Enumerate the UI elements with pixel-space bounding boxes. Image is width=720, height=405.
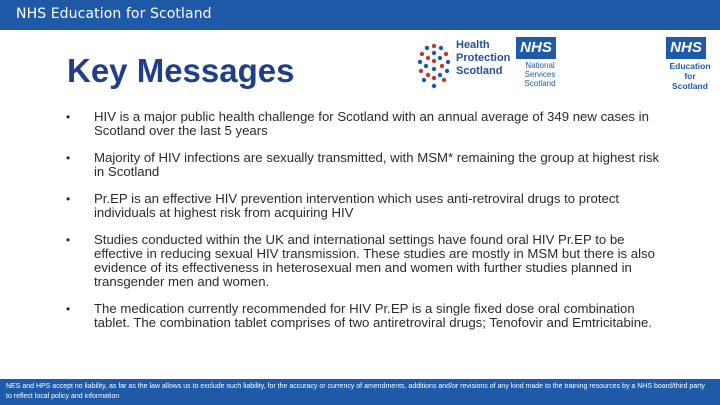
nes-subtitle: [666, 61, 714, 91]
list-item: [66, 192, 666, 220]
bullet-icon: •: [66, 151, 71, 165]
hps-line-3: Scotland: [456, 65, 503, 77]
hps-line-2: Protection: [456, 52, 511, 64]
header-bar: [0, 0, 720, 30]
disclaimer-text: NES and HPS accept no liability, as far as the law allows us to exclude such liability, for the accuracy or currency of amendments, additions and/or revisions of any kind made to the training resources by a NHS board/third party to reflect local policy and information: [6, 383, 705, 400]
key-messages-list: [66, 110, 666, 330]
hps-line-1: Health: [456, 39, 490, 51]
hps-logo-text: [456, 39, 510, 78]
nes-line-1: Education: [669, 61, 711, 71]
page-title: Key Messages: [67, 52, 295, 89]
list-item: [66, 110, 666, 138]
header-title: NHS Education for Scotland: [16, 6, 212, 22]
footer-bar: [0, 379, 720, 405]
nes-line-3: Scotland: [672, 81, 708, 91]
nss-line-1: National: [525, 61, 555, 70]
nss-subtitle: [516, 61, 564, 88]
list-item: [66, 302, 666, 330]
nss-line-2: Services: [524, 70, 556, 79]
bullet-text: HIV is a major public health challenge for Scotland with an annual average of 349 new cases in Scotland over the last 5 years: [94, 109, 649, 138]
bullet-text: Studies conducted within the UK and international settings have found oral HIV Pr.EP to be effective in reducing sexual HIV transmission. These studies are mostly in MSM but there is also evidence of its effectiveness in heterosexual men and women with further studies planned in transgender men and women.: [94, 232, 655, 289]
hps-dots-icon: [414, 38, 454, 94]
bullet-icon: •: [66, 110, 71, 124]
bullet-text: The medication currently recommended for HIV Pr.EP is a single fixed dose oral combination tablet. The combination tablet comprises of two antiretroviral drugs; Tenofovir and Emtricitabine.: [94, 301, 653, 330]
bullet-icon: •: [66, 192, 71, 206]
nhs-mark: NHS: [666, 37, 706, 59]
bullet-text: Pr.EP is an effective HIV prevention intervention which uses anti-retroviral drugs to protect individuals at highest risk from acquiring HIV: [94, 191, 620, 220]
nes-logo: [666, 37, 714, 101]
nss-line-3: Scotland: [524, 79, 556, 88]
bullet-icon: •: [66, 302, 71, 316]
bullet-text: Majority of HIV infections are sexually transmitted, with MSM* remaining the group at highest risk in Scotland: [94, 150, 660, 179]
list-item: [66, 233, 666, 289]
nss-logo: [516, 37, 564, 97]
nhs-mark: NHS: [516, 37, 556, 59]
list-item: [66, 151, 666, 179]
bullet-icon: •: [66, 233, 71, 247]
nes-line-2: for: [684, 71, 696, 81]
